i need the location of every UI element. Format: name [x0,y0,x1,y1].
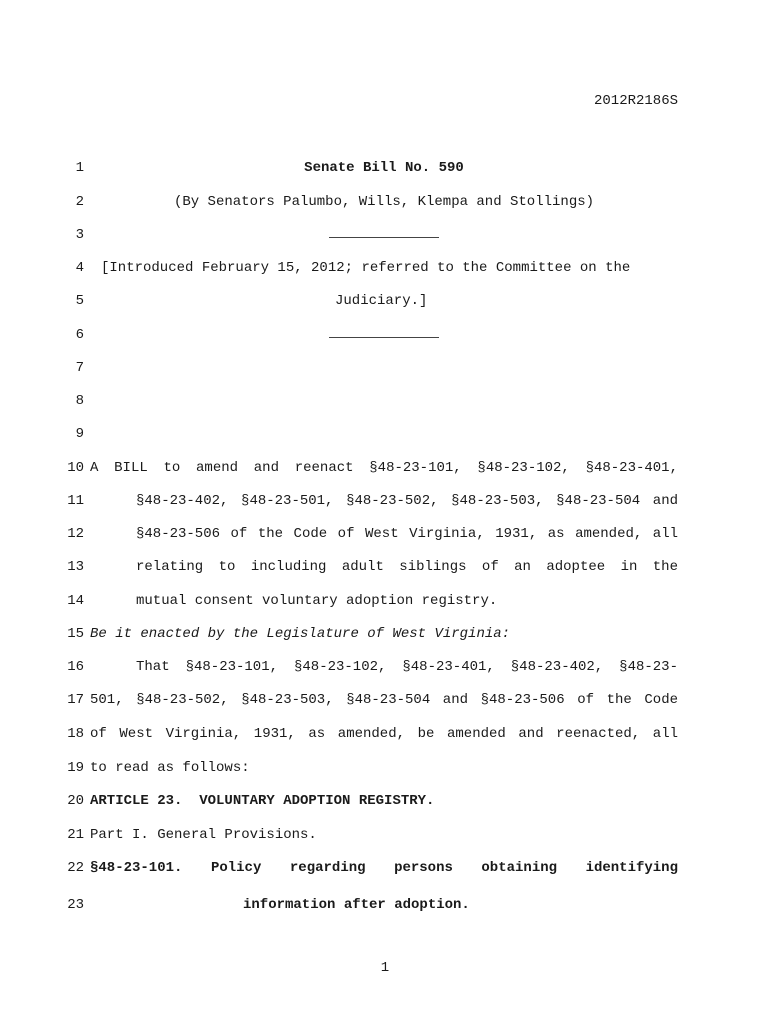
line-number: 17 [67,692,84,708]
line-5 [0,291,770,311]
line-number: 11 [67,493,84,509]
bill-text: relating to including adult siblings of an adoptee in the [136,559,678,575]
line-10 [0,458,770,478]
introduced-line: [Introduced February 15, 2012; referred to the Committee on the [101,260,631,276]
line-8 [0,391,770,411]
line-number: 7 [75,360,84,376]
bill-text: of West Virginia, 1931, as amended, be amended and reenacted, all [90,726,678,742]
line-number: 9 [75,426,84,442]
page-number: 1 [380,960,390,976]
line-23 [0,895,770,915]
enacting-clause: Be it enacted by the Legislature of West Virginia: [90,626,511,642]
line-number: 15 [67,626,84,642]
line-12 [0,524,770,544]
introduced-line-continued: Judiciary.] [335,293,428,309]
bill-text: That §48-23-101, §48-23-102, §48-23-401, §48-23-402, §48-23- [136,659,678,675]
bill-text: 501, §48-23-502, §48-23-503, §48-23-504 and §48-23-506 of the Code [90,692,678,708]
section-heading-word: persons [394,860,453,876]
line-2 [0,192,770,212]
article-heading: ARTICLE 23. VOLUNTARY ADOPTION REGISTRY. [90,793,435,809]
separator-rule [329,325,439,345]
line-number: 4 [75,260,84,276]
part-heading: Part I. General Provisions. [90,827,317,843]
line-6 [0,325,770,345]
line-number: 18 [67,726,84,742]
line-21 [0,825,770,845]
bill-sponsors: (By Senators Palumbo, Wills, Klempa and Stollings) [173,194,595,210]
bill-text: to read as follows: [90,760,250,776]
section-heading [90,858,678,878]
line-number: 2 [75,194,84,210]
line-4 [0,258,770,278]
line-20 [0,791,770,811]
section-heading-word: regarding [289,860,366,876]
line-7 [0,358,770,378]
line-number: 12 [67,526,84,542]
bill-title: Senate Bill No. 590 [304,160,464,176]
separator-rule [329,225,439,245]
line-9 [0,424,770,444]
bill-text: §48-23-506 of the Code of West Virginia, 1931, as amended, all [136,526,678,542]
line-15 [0,624,770,644]
line-19 [0,758,770,778]
line-17 [0,690,770,710]
line-number: 22 [67,860,84,876]
bill-text: mutual consent voluntary adoption registry. [136,593,498,609]
line-16 [0,657,770,677]
line-number: 3 [75,227,84,243]
line-number: 10 [67,460,84,476]
section-heading-word: §48-23-101. [90,860,183,876]
line-11 [0,491,770,511]
section-heading-word: Policy [210,860,262,876]
line-number: 19 [67,760,84,776]
bill-text: A BILL to amend and reenact §48-23-101, §48-23-102, §48-23-401, [90,460,678,476]
line-13 [0,557,770,577]
section-heading-continued: information after adoption. [243,897,470,913]
line-number: 23 [67,897,84,913]
line-number: 16 [67,659,84,675]
line-number: 13 [67,559,84,575]
document-code: 2012R2186S [593,93,678,109]
line-number: 5 [75,293,84,309]
line-1 [0,158,770,178]
line-14 [0,591,770,611]
line-number: 14 [67,593,84,609]
bill-text: §48-23-402, §48-23-501, §48-23-502, §48-23-503, §48-23-504 and [136,493,678,509]
line-number: 8 [75,393,84,409]
line-number: 21 [67,827,84,843]
section-heading-word: obtaining [481,860,558,876]
section-heading-word: identifying [585,860,678,876]
line-22 [0,858,770,878]
line-number: 6 [75,327,84,343]
line-number: 1 [75,160,84,176]
line-3 [0,225,770,245]
line-18 [0,724,770,744]
line-number: 20 [67,793,84,809]
